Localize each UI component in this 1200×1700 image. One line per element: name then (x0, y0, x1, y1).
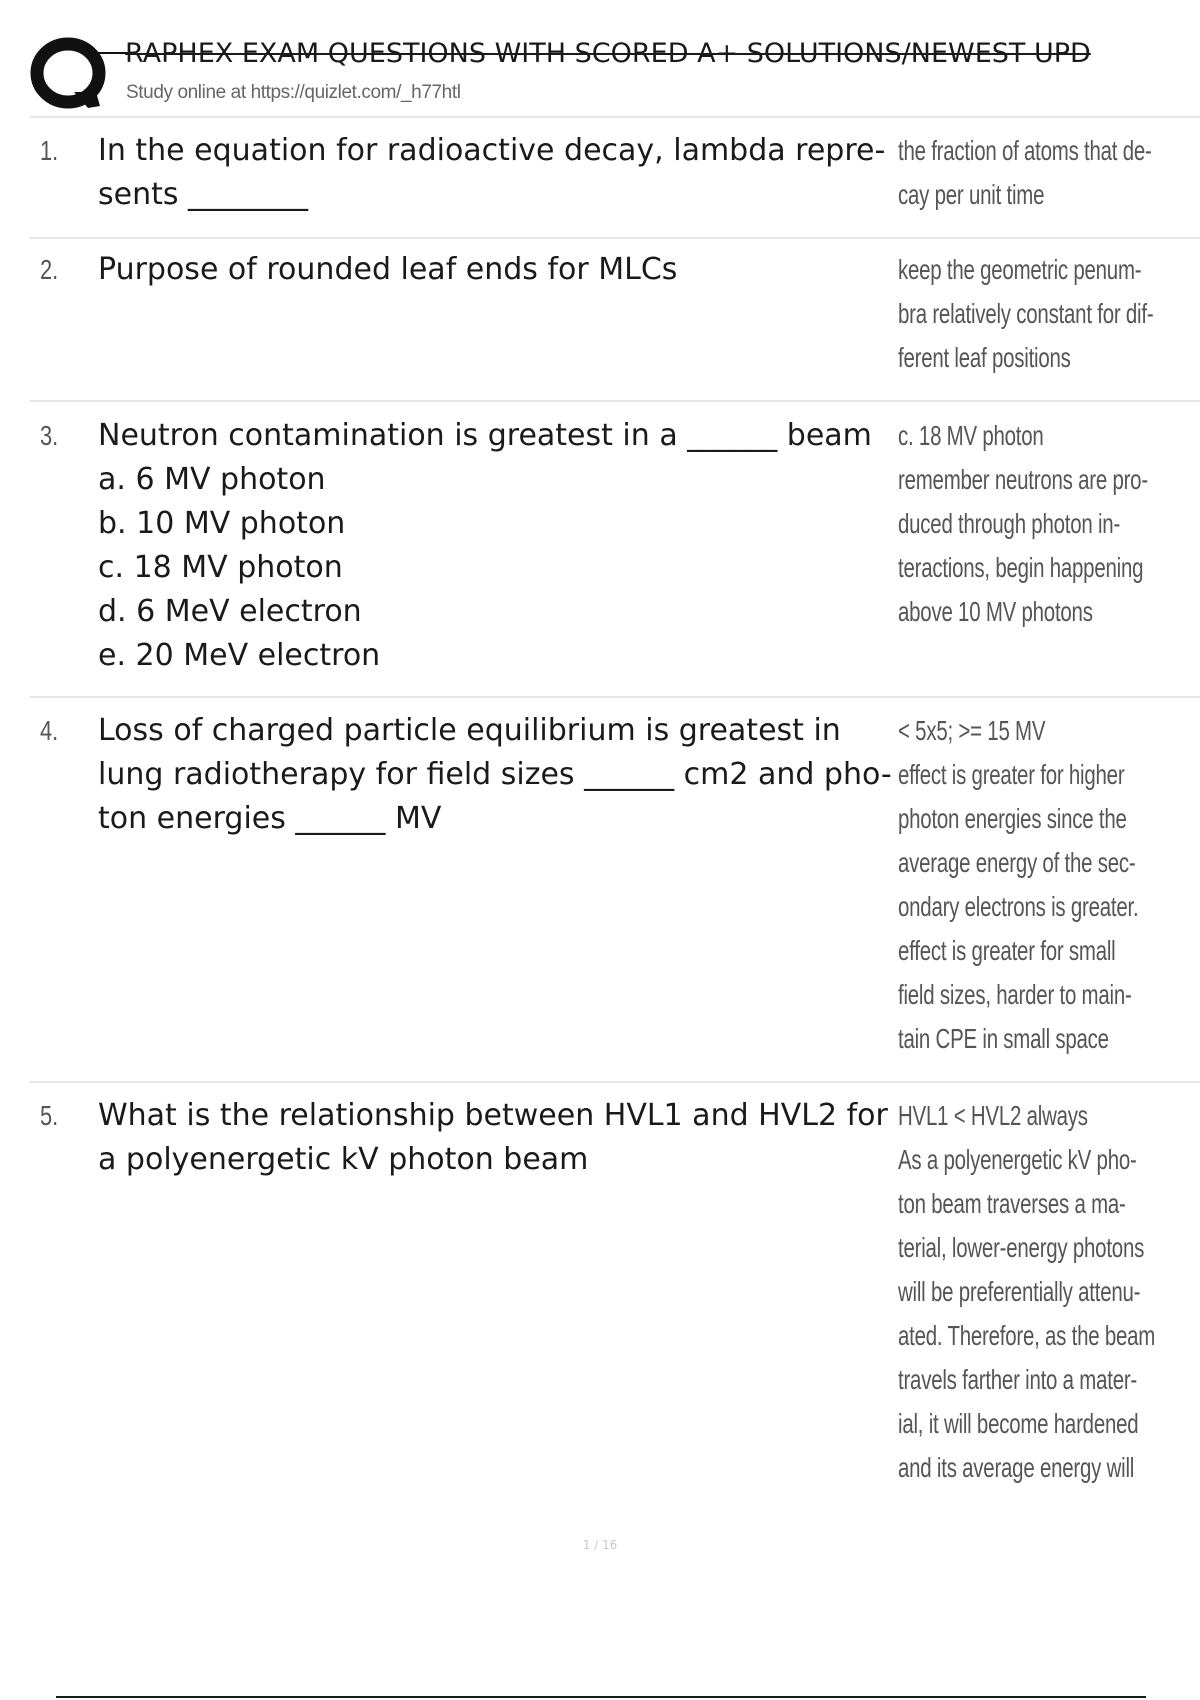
question-number: 3. (40, 420, 59, 451)
bottom-divider (56, 1696, 1146, 1698)
divider (30, 696, 1200, 698)
quizlet-logo-icon (30, 34, 136, 118)
question-text: Neutron contamination is greatest in a ______ beam a. 6 MV photon b. 10 MV photon c. 18 MV photon d. 6 MeV electron e. 20 MeV electron (98, 418, 872, 673)
divider (30, 237, 1200, 239)
question-number: 4. (40, 715, 59, 746)
question-text: In the equation for radioactive decay, lambda repre- sents ________ (98, 133, 886, 212)
divider (30, 400, 1200, 402)
answer-text: keep the geometric penum- bra relatively constant for dif- ferent leaf positions (898, 254, 1154, 373)
divider (30, 116, 1200, 118)
question-text: What is the relationship between HVL1 and HVL2 for a polyenergetic kV photon beam (98, 1098, 888, 1177)
answer-text: c. 18 MV photon remember neutrons are pro- duced through photon in- teractions, begin happening above 10 MV photons (898, 420, 1148, 627)
question-text: Purpose of rounded leaf ends for MLCs (98, 252, 678, 287)
question-number: 5. (40, 1100, 59, 1131)
answer-text: the fraction of atoms that de- cay per unit time (898, 135, 1152, 210)
question-number: 1. (40, 135, 59, 166)
divider (30, 1081, 1200, 1083)
study-online-link[interactable]: Study online at https://quizlet.com/_h77htl (126, 82, 461, 103)
page-number: 1 / 16 (582, 1538, 618, 1552)
document-title: RAPHEX EXAM QUESTIONS WITH SCORED A+ SOLUTIONS/NEWEST UPD (125, 38, 1091, 69)
question-number: 2. (40, 254, 59, 285)
question-text: Loss of charged particle equilibrium is greatest in lung radiotherapy for field sizes ______ cm2 and pho- ton energies ______ MV (98, 713, 892, 836)
document-header (30, 30, 1190, 118)
answer-text: HVL1 < HVL2 always As a polyenergetic kV pho- ton beam traverses a ma- terial, lower-energy photons will be preferentially attenu- ated. Therefore, as the beam travels farther into a mater- ial, it will become hardened and its average energy will (898, 1100, 1156, 1483)
answer-text: < 5x5; >= 15 MV effect is greater for higher photon energies since the average energy of the sec- ondary electrons is greater. effect is greater for small field sizes, harder to main- tain CPE in small space (898, 715, 1139, 1054)
